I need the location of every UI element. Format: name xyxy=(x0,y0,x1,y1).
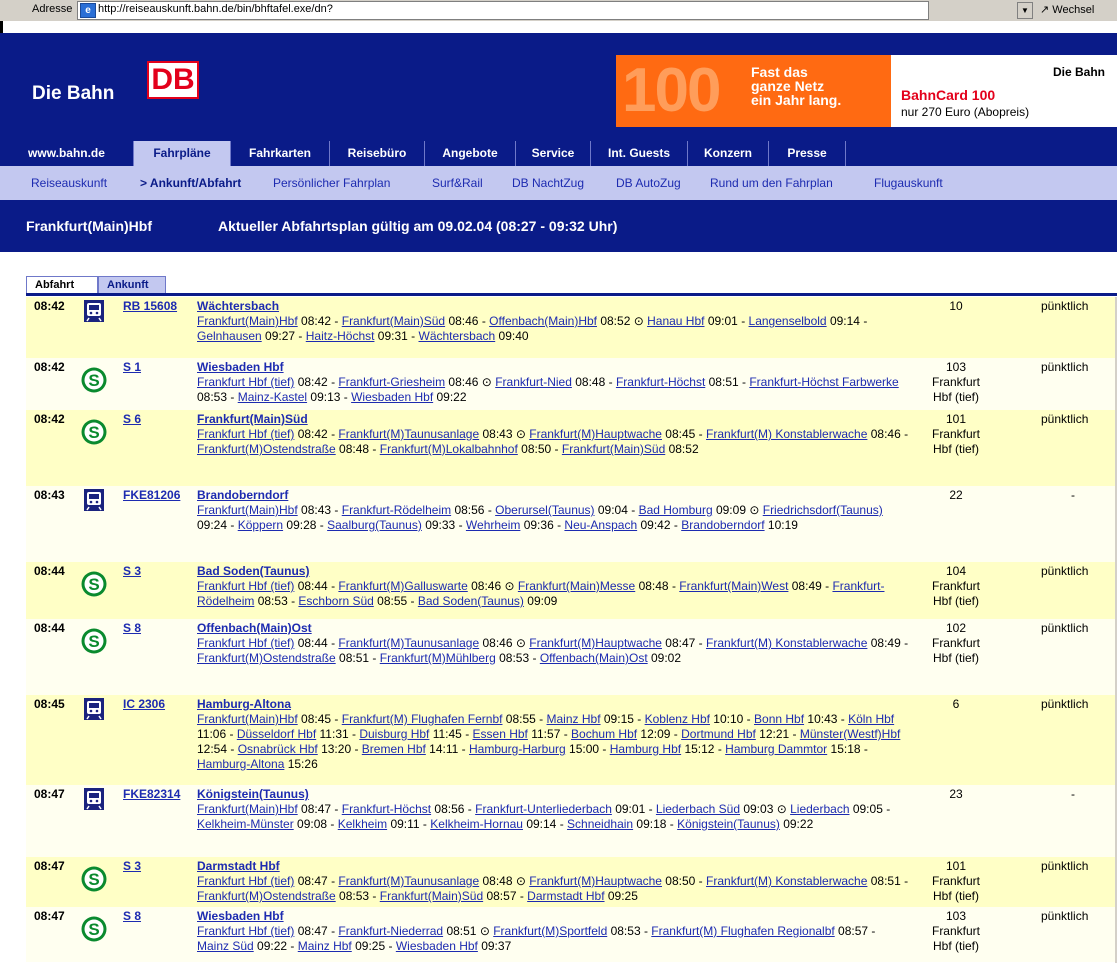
stop-link[interactable]: Brandoberndorf xyxy=(681,518,765,532)
subnav-flugauskunft[interactable]: Flugauskunft xyxy=(874,176,943,190)
route-stops: Frankfurt Hbf (tief) 08:47 - Frankfurt(M)Taunusanlage 08:48 ⊙ Frankfurt(M)Hauptwache 08:50 - Frankfurt(M) Konstablerwache 08:51 - Frankfurt(M)Ostendstraße 08:53 - Frankfurt(Main)Süd 08:57 - Darmstadt Hbf 09:25 xyxy=(197,874,909,903)
sbahn-icon xyxy=(80,627,108,655)
route-stops: Frankfurt(Main)Hbf 08:42 - Frankfurt(Main)Süd 08:46 - Offenbach(Main)Hbf 08:52 ⊙ Hanau Hbf 09:01 - Langenselbold 09:14 - Gelnhausen 09:27 - Haitz-Höchst 09:31 - Wächtersbach 09:40 xyxy=(197,314,868,343)
table-row xyxy=(26,785,1117,857)
db-logo[interactable]: DB xyxy=(147,61,199,99)
nav-presse[interactable]: Presse xyxy=(787,146,827,160)
stop-link[interactable]: Frankfurt(M)Ostendstraße xyxy=(197,651,336,665)
departure-time: 08:44 xyxy=(34,564,65,578)
bahncard-ad[interactable] xyxy=(891,55,1117,127)
status-text: pünktlich xyxy=(1041,697,1089,711)
line-link[interactable]: S 3 xyxy=(123,859,142,873)
brand-text[interactable]: Die Bahn xyxy=(32,83,115,104)
stop-link[interactable]: Friedrichsdorf(Taunus) xyxy=(762,503,883,517)
nav-fahrplaene[interactable]: Fahrpläne xyxy=(134,141,230,166)
address-bar xyxy=(0,0,1117,22)
stop-link[interactable]: Gelnhausen xyxy=(197,329,262,343)
destination-link[interactable]: Darmstadt Hbf xyxy=(197,859,280,873)
stop-link[interactable]: Wächtersbach xyxy=(418,329,496,343)
route-stops: Frankfurt Hbf (tief) 08:44 - Frankfurt(M)Taunusanlage 08:46 ⊙ Frankfurt(M)Hauptwache 08:47 - Frankfurt(M) Konstablerwache 08:49 - Frankfurt(M)Ostendstraße 08:51 - Frankfurt(M)Mühlberg 08:53 - Offenbach(Main)Ost 09:02 xyxy=(197,636,909,665)
banner-line-3: ein Jahr lang. xyxy=(751,92,842,108)
track-info xyxy=(926,360,986,405)
track-info xyxy=(926,787,986,802)
stop-link[interactable]: Frankfurt(M)Galluswarte xyxy=(338,579,468,593)
site-header xyxy=(0,33,1117,133)
tab-underline xyxy=(26,293,1117,296)
line-link[interactable]: S 1 xyxy=(123,360,142,374)
stop-link[interactable]: Saalburg(Taunus) xyxy=(327,518,422,532)
train-icon xyxy=(84,788,104,810)
track-line: Hbf (tief) xyxy=(932,594,979,608)
track-line: 23 xyxy=(949,787,963,801)
chevron-down-icon[interactable]: ▼ xyxy=(1017,2,1033,19)
stop-link[interactable]: Düsseldorf Hbf xyxy=(236,727,317,741)
stop-link[interactable]: Wehrheim xyxy=(465,518,521,532)
stop-link[interactable]: Frankfurt(Main)Süd xyxy=(379,889,484,903)
stop-link[interactable]: Dortmund Hbf xyxy=(681,727,756,741)
stop-link[interactable]: Frankfurt(Main)Süd xyxy=(341,314,446,328)
stop-link[interactable]: Schneidhain xyxy=(567,817,634,831)
svg-text:S: S xyxy=(88,575,100,594)
stop-link[interactable]: Frankfurt-Rödelheim xyxy=(197,579,885,608)
stop-link[interactable]: Frankfurt(Main)Hbf xyxy=(197,503,298,517)
stop-link[interactable]: Wiesbaden Hbf xyxy=(351,390,434,404)
stop-link[interactable]: Oberursel(Taunus) xyxy=(495,503,595,517)
track-line: 101 xyxy=(945,859,967,873)
stop-link[interactable]: Frankfurt(M) Konstablerwache xyxy=(706,636,868,650)
track-line: Hbf (tief) xyxy=(932,651,979,665)
stop-link[interactable]: Frankfurt Hbf (tief) xyxy=(197,427,295,441)
stop-link[interactable]: Frankfurt-Nied xyxy=(495,375,572,389)
track-line: Hbf (tief) xyxy=(932,939,979,953)
line-link[interactable]: IC 2306 xyxy=(123,697,166,711)
track-info xyxy=(926,488,986,503)
status-text: pünktlich xyxy=(1041,360,1089,374)
tab-ankunft[interactable]: Ankunft xyxy=(98,276,166,294)
stop-link[interactable]: Frankfurt(M)Ostendstraße xyxy=(197,889,336,903)
url-text[interactable]: http://reiseauskunft.bahn.de/bin/bhftafel.exe/dn? xyxy=(98,3,333,15)
stop-link[interactable]: Hamburg-Altona xyxy=(197,757,285,771)
nav-fahrkarten[interactable]: Fahrkarten xyxy=(248,146,312,160)
stop-link[interactable]: Frankfurt(M)Mühlberg xyxy=(379,651,496,665)
stop-link[interactable]: Frankfurt(M)Taunusanlage xyxy=(338,427,480,441)
route-stops: Frankfurt(Main)Hbf 08:45 - Frankfurt(M) Flughafen Fernbf 08:55 - Mainz Hbf 09:15 - Koblenz Hbf 10:10 - Bonn Hbf 10:43 - Köln Hbf 11:06 - Düsseldorf Hbf 11:31 - Duisburg Hbf 11:45 - Essen Hbf 11:57 - Bochum Hbf 12:09 - Dortmund Hbf 12:21 - Münster(Westf)Hbf 12:54 - Osnabrück Hbf 13:20 - Bremen Hbf 14:11 - Hamburg-Harburg 15:00 - Hamburg Hbf 15:12 - Hamburg Dammtor 15:18 - Hamburg-Altona 15:26 xyxy=(197,712,901,771)
subnav-rund-um[interactable]: Rund um den Fahrplan xyxy=(710,176,833,190)
table-row xyxy=(26,358,1117,410)
stop-link[interactable]: Frankfurt(M)Taunusanlage xyxy=(338,636,480,650)
stop-link[interactable]: Hanau Hbf xyxy=(647,314,705,328)
route-stops: Frankfurt Hbf (tief) 08:42 - Frankfurt(M)Taunusanlage 08:43 ⊙ Frankfurt(M)Hauptwache 08:45 - Frankfurt(M) Konstablerwache 08:46 - Frankfurt(M)Ostendstraße 08:48 - Frankfurt(M)Lokalbahnhof 08:50 - Frankfurt(Main)Süd 08:52 xyxy=(197,427,909,456)
status-text: - xyxy=(1071,787,1075,801)
stop-link[interactable]: Bad Soden(Taunus) xyxy=(417,594,524,608)
table-row xyxy=(26,297,1117,358)
route-stops: Frankfurt(Main)Hbf 08:47 - Frankfurt-Höchst 08:56 - Frankfurt-Unterliederbach 09:01 - Liederbach Süd 09:03 ⊙ Liederbach 09:05 - Kelkheim-Münster 09:08 - Kelkheim 09:11 - Kelkheim-Hornau 09:14 - Schneidhain 09:18 - Königstein(Taunus) 09:22 xyxy=(197,802,891,831)
destination-link[interactable]: Bad Soden(Taunus) xyxy=(197,564,310,578)
sbahn-icon xyxy=(80,366,108,394)
subnav-nachtzug[interactable]: DB NachtZug xyxy=(512,176,585,190)
status-text: pünktlich xyxy=(1041,621,1089,635)
table-row xyxy=(26,562,1117,619)
track-line: Frankfurt xyxy=(931,636,980,650)
track-info xyxy=(926,621,986,666)
stop-link[interactable]: Frankfurt(M) Flughafen Regionalbf xyxy=(651,924,835,938)
promo-banner[interactable] xyxy=(616,55,891,127)
banner-line-2: ganze Netz xyxy=(751,78,825,94)
station-title: Frankfurt(Main)Hbf xyxy=(26,218,152,234)
departure-time: 08:47 xyxy=(34,787,65,801)
svg-text:S: S xyxy=(88,870,100,889)
stop-link[interactable]: Frankfurt(M)Taunusanlage xyxy=(338,874,480,888)
line-link[interactable]: S 8 xyxy=(123,621,142,635)
stop-link[interactable]: Frankfurt(M)Ostendstraße xyxy=(197,442,336,456)
track-info xyxy=(926,564,986,609)
track-line: 102 xyxy=(945,621,967,635)
line-link[interactable]: S 3 xyxy=(123,564,142,578)
track-line: Hbf (tief) xyxy=(932,390,979,404)
stop-link[interactable]: Bonn Hbf xyxy=(754,712,805,726)
subnav-reiseauskunft[interactable]: Reiseauskunft xyxy=(31,176,108,190)
stop-link[interactable]: Mainz Süd xyxy=(197,939,254,953)
track-line: Frankfurt xyxy=(931,375,980,389)
stop-link[interactable]: Mainz Hbf xyxy=(297,939,352,953)
sbahn-icon xyxy=(80,915,108,943)
status-text: pünktlich xyxy=(1041,909,1089,923)
train-icon xyxy=(84,698,104,720)
departure-time: 08:45 xyxy=(34,697,65,711)
destination-link[interactable]: Hamburg-Altona xyxy=(197,697,291,711)
stop-link[interactable]: Frankfurt(Main)Hbf xyxy=(197,802,298,816)
track-line: 101 xyxy=(945,412,967,426)
stop-link[interactable]: Frankfurt(M)Hauptwache xyxy=(529,874,662,888)
destination-link[interactable]: Wiesbaden Hbf xyxy=(197,909,284,923)
subnav-persoenlicher-fahrplan[interactable]: Persönlicher Fahrplan xyxy=(273,176,391,190)
stop-link[interactable]: Offenbach(Main)Hbf xyxy=(489,314,597,328)
train-icon xyxy=(84,489,104,511)
stop-link[interactable]: Frankfurt(M)Hauptwache xyxy=(529,427,662,441)
stop-link[interactable]: Hamburg-Harburg xyxy=(468,742,566,756)
track-info xyxy=(926,412,986,457)
stop-link[interactable]: Mainz Hbf xyxy=(546,712,601,726)
stop-link[interactable]: Osnabrück Hbf xyxy=(237,742,318,756)
stop-link[interactable]: Hamburg Dammtor xyxy=(725,742,828,756)
stop-link[interactable]: Frankfurt(Main)Messe xyxy=(517,579,636,593)
banner-line-1: Fast das xyxy=(751,64,808,80)
route-stops: Frankfurt Hbf (tief) 08:44 - Frankfurt(M)Galluswarte 08:46 ⊙ Frankfurt(Main)Messe 08:48 - Frankfurt(Main)West 08:49 - Frankfurt-Rödelheim 08:53 - Eschborn Süd 08:55 - Bad Soden(Taunus) 09:09 xyxy=(197,579,885,608)
stop-link[interactable]: Liederbach xyxy=(790,802,850,816)
stop-link[interactable]: Hamburg Hbf xyxy=(609,742,682,756)
stop-link[interactable]: Königstein(Taunus) xyxy=(677,817,780,831)
table-row xyxy=(26,486,1117,562)
table-row xyxy=(26,857,1117,907)
stop-link[interactable]: Frankfurt(M)Lokalbahnhof xyxy=(379,442,518,456)
track-line: 10 xyxy=(949,299,963,313)
tab-abfahrt[interactable]: Abfahrt xyxy=(26,276,98,294)
destination-link[interactable]: Königstein(Taunus) xyxy=(197,787,309,801)
destination-link[interactable]: Frankfurt(Main)Süd xyxy=(197,412,308,426)
bahncard-price: nur 270 Euro (Abopreis) xyxy=(901,105,1030,119)
stop-link[interactable]: Bochum Hbf xyxy=(571,727,638,741)
subnav-autozug[interactable]: DB AutoZug xyxy=(616,176,681,190)
stop-link[interactable]: Eschborn Süd xyxy=(298,594,374,608)
bahncard-title: BahnCard 100 xyxy=(901,87,996,103)
track-line: Frankfurt xyxy=(931,874,980,888)
stop-link[interactable]: Frankfurt Hbf (tief) xyxy=(197,874,295,888)
stop-link[interactable]: Frankfurt Hbf (tief) xyxy=(197,924,295,938)
board-titlebar xyxy=(0,200,1117,252)
nav-konzern[interactable]: Konzern xyxy=(704,146,752,160)
stop-link[interactable]: Frankfurt(M) Konstablerwache xyxy=(706,874,868,888)
sbahn-icon xyxy=(80,570,108,598)
track-line: Frankfurt xyxy=(931,427,980,441)
go-button[interactable]: ↗ Wechsel xyxy=(1040,4,1095,16)
banner-number: 100 xyxy=(622,56,720,125)
track-line: Hbf (tief) xyxy=(932,889,979,903)
stop-link[interactable]: Essen Hbf xyxy=(472,727,528,741)
nav-divider xyxy=(845,141,846,166)
departure-time: 08:42 xyxy=(34,360,65,374)
banner-text xyxy=(751,65,841,107)
stop-link[interactable]: Frankfurt(Main)Süd xyxy=(561,442,666,456)
sbahn-icon xyxy=(80,865,108,893)
stop-link[interactable]: Frankfurt(Main)Hbf xyxy=(197,314,298,328)
line-link[interactable]: S 6 xyxy=(123,412,142,426)
stop-link[interactable]: Frankfurt(M) Flughafen Fernbf xyxy=(341,712,503,726)
destination-link[interactable]: Offenbach(Main)Ost xyxy=(197,621,312,635)
track-line: 103 xyxy=(945,360,967,374)
svg-text:S: S xyxy=(88,632,100,651)
stop-link[interactable]: Frankfurt Hbf (tief) xyxy=(197,579,295,593)
line-link[interactable]: FKE81206 xyxy=(123,488,181,502)
route-stops: Frankfurt Hbf (tief) 08:47 - Frankfurt-Niederrad 08:51 ⊙ Frankfurt(M)Sportfeld 08:53 - Frankfurt(M) Flughafen Regionalbf 08:57 - Mainz Süd 09:22 - Mainz Hbf 09:25 - Wiesbaden Hbf 09:37 xyxy=(197,924,876,953)
status-text: pünktlich xyxy=(1041,299,1089,313)
stop-link[interactable]: Frankfurt-Höchst Farbwerke xyxy=(749,375,899,389)
stop-link[interactable]: Kelkheim-Münster xyxy=(197,817,294,831)
table-row xyxy=(26,907,1117,962)
stop-link[interactable]: Haitz-Höchst xyxy=(305,329,375,343)
track-line: 22 xyxy=(949,488,963,502)
address-label: Adresse xyxy=(32,3,73,15)
stop-link[interactable]: Frankfurt(M) Konstablerwache xyxy=(706,427,868,441)
main-nav xyxy=(0,133,1117,166)
stop-link[interactable]: Frankfurt-Unterliederbach xyxy=(475,802,612,816)
track-line: Hbf (tief) xyxy=(932,442,979,456)
track-line: 103 xyxy=(945,909,967,923)
departure-time: 08:42 xyxy=(34,299,65,313)
table-row xyxy=(26,410,1117,486)
track-line: Frankfurt xyxy=(931,579,980,593)
destination-link[interactable]: Wiesbaden Hbf xyxy=(197,360,284,374)
departure-board xyxy=(26,297,1117,962)
go-label: Wechsel xyxy=(1052,4,1095,16)
stop-link[interactable]: Wiesbaden Hbf xyxy=(395,939,478,953)
nav-reisebuero[interactable]: Reisebüro xyxy=(347,146,407,160)
status-text: pünktlich xyxy=(1041,412,1089,426)
status-text: pünktlich xyxy=(1041,859,1089,873)
stop-link[interactable]: Frankfurt(Main)Hbf xyxy=(197,712,298,726)
bahncard-brand: Die Bahn xyxy=(1053,65,1106,79)
stop-link[interactable]: Frankfurt-Niederrad xyxy=(338,924,444,938)
stop-link[interactable]: Mainz-Kastel xyxy=(237,390,308,404)
departure-time: 08:47 xyxy=(34,909,65,923)
nav-angebote[interactable]: Angebote xyxy=(442,146,498,160)
stop-link[interactable]: Frankfurt-Griesheim xyxy=(338,375,446,389)
svg-text:S: S xyxy=(88,423,100,442)
track-info xyxy=(926,299,986,314)
stop-link[interactable]: Münster(Westf)Hbf xyxy=(799,727,901,741)
ie-page-icon: e xyxy=(80,3,96,18)
stop-link[interactable]: Liederbach Süd xyxy=(655,802,740,816)
route-stops: Frankfurt Hbf (tief) 08:42 - Frankfurt-Griesheim 08:46 ⊙ Frankfurt-Nied 08:48 - Frankfurt-Höchst 08:51 - Frankfurt-Höchst Farbwerke 08:53 - Mainz-Kastel 09:13 - Wiesbaden Hbf 09:22 xyxy=(197,375,899,404)
route-stops: Frankfurt(Main)Hbf 08:43 - Frankfurt-Rödelheim 08:56 - Oberursel(Taunus) 09:04 - Bad Homburg 09:09 ⊙ Friedrichsdorf(Taunus) 09:24 - Köppern 09:28 - Saalburg(Taunus) 09:33 - Wehrheim 09:36 - Neu-Anspach 09:42 - Brandoberndorf 10:19 xyxy=(197,503,883,532)
svg-text:S: S xyxy=(88,371,100,390)
stop-link[interactable]: Frankfurt-Höchst xyxy=(615,375,706,389)
table-row xyxy=(26,619,1117,695)
departure-time: 08:47 xyxy=(34,859,65,873)
track-line: 6 xyxy=(952,697,960,711)
line-link[interactable]: S 8 xyxy=(123,909,142,923)
stop-link[interactable]: Kelkheim-Hornau xyxy=(430,817,523,831)
frame-separator xyxy=(0,21,1117,33)
track-line: 104 xyxy=(945,564,967,578)
stop-link[interactable]: Frankfurt Hbf (tief) xyxy=(197,636,295,650)
stop-link[interactable]: Köppern xyxy=(237,518,284,532)
plan-title: Aktueller Abfahrtsplan gültig am 09.02.04 (08:27 - 09:32 Uhr) xyxy=(218,218,618,234)
stop-link[interactable]: Langenselbold xyxy=(748,314,827,328)
stop-link[interactable]: Kelkheim xyxy=(337,817,388,831)
stop-link[interactable]: Bad Homburg xyxy=(638,503,713,517)
stop-link[interactable]: Frankfurt(M)Sportfeld xyxy=(493,924,608,938)
destination-link[interactable]: Brandoberndorf xyxy=(197,488,289,502)
line-link[interactable]: FKE82314 xyxy=(123,787,181,801)
stop-link[interactable]: Frankfurt(Main)West xyxy=(679,579,789,593)
stop-link[interactable]: Frankfurt-Rödelheim xyxy=(341,503,452,517)
departure-time: 08:44 xyxy=(34,621,65,635)
status-text: - xyxy=(1071,488,1075,502)
stop-link[interactable]: Darmstadt Hbf xyxy=(527,889,605,903)
train-icon xyxy=(84,300,104,322)
stop-link[interactable]: Köln Hbf xyxy=(848,712,895,726)
svg-text:S: S xyxy=(88,920,100,939)
departure-time: 08:43 xyxy=(34,488,65,502)
nav-service[interactable]: Service xyxy=(531,146,575,160)
track-line: Frankfurt xyxy=(931,924,980,938)
sbahn-icon xyxy=(80,418,108,446)
subnav-surfrail[interactable]: Surf&Rail xyxy=(432,176,483,190)
nav-int-guests[interactable]: Int. Guests xyxy=(607,146,670,160)
table-row xyxy=(26,695,1117,785)
line-link[interactable]: RB 15608 xyxy=(123,299,178,313)
board-tabs xyxy=(0,252,1117,297)
stop-link[interactable]: Koblenz Hbf xyxy=(644,712,710,726)
departure-time: 08:42 xyxy=(34,412,65,426)
track-info xyxy=(926,909,986,954)
track-info xyxy=(926,697,986,712)
stop-link[interactable]: Frankfurt-Höchst xyxy=(341,802,432,816)
stop-link[interactable]: Bremen Hbf xyxy=(361,742,426,756)
nav-www[interactable]: www.bahn.de xyxy=(28,146,105,160)
destination-link[interactable]: Wächtersbach xyxy=(197,299,280,313)
stop-link[interactable]: Neu-Anspach xyxy=(564,518,638,532)
status-text: pünktlich xyxy=(1041,564,1089,578)
stop-link[interactable]: Frankfurt Hbf (tief) xyxy=(197,375,295,389)
stop-link[interactable]: Offenbach(Main)Ost xyxy=(539,651,648,665)
stop-link[interactable]: Duisburg Hbf xyxy=(359,727,430,741)
subnav-ankunft-abfahrt[interactable]: > Ankunft/Abfahrt xyxy=(140,176,242,190)
sub-nav xyxy=(0,166,1117,200)
track-info xyxy=(926,859,986,904)
stop-link[interactable]: Frankfurt(M)Hauptwache xyxy=(529,636,662,650)
